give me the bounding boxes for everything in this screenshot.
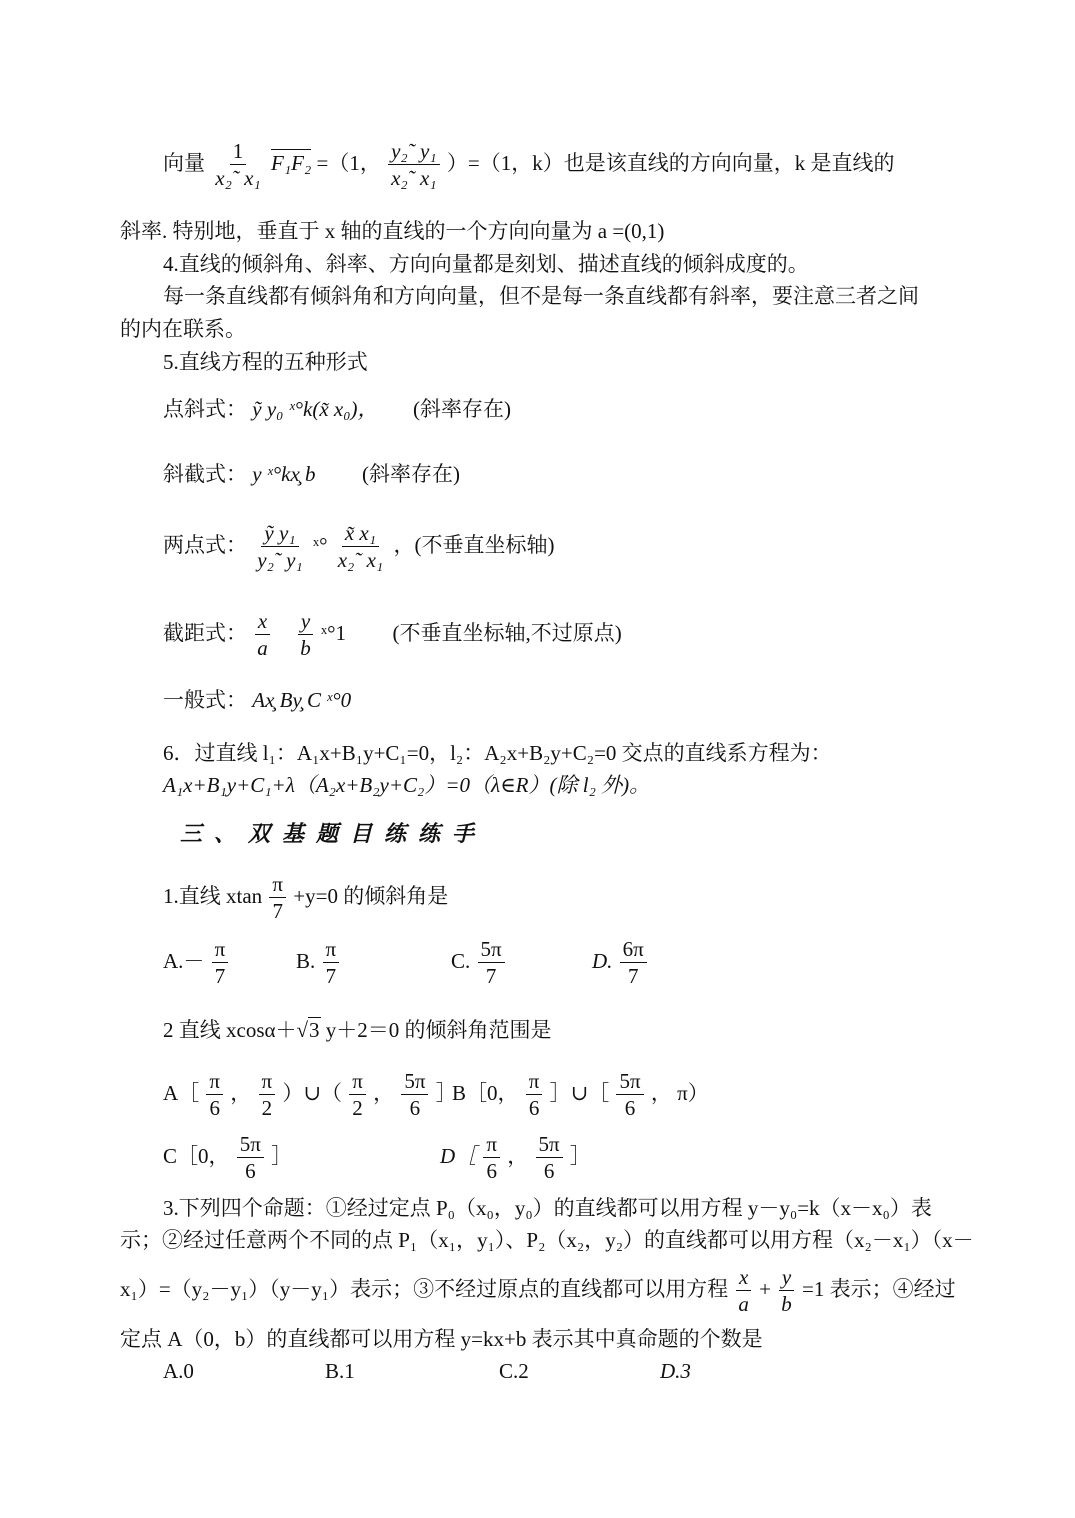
- q2-option-c[interactable]: [163, 1133, 292, 1183]
- q3-frac-y-b: [778, 1266, 795, 1316]
- q2-d-frac2-num: 5π: [536, 1133, 563, 1158]
- q2-d-sep: ，: [507, 1143, 529, 1168]
- point6-line1: 6．过直线 l₁：A₁x+B₁y+C₁=0，l₂：A₂x+B₂y+C₂=0 交点的直线系方程为：: [163, 741, 832, 765]
- q2-stem-prefix: 2 直线 xcosα＋: [163, 1018, 297, 1042]
- two-point-den2: x₂˜ x₁: [337, 548, 384, 573]
- point4-line3: 的内在联系。: [120, 317, 246, 341]
- q3-line3-plus: +: [759, 1276, 771, 1301]
- intro-prefix: 向量: [163, 150, 205, 175]
- q2-d-frac1: [483, 1133, 500, 1183]
- q3-frac-y-b-num: y: [779, 1266, 794, 1291]
- intro-frac2-den: x₂˜ x₁: [391, 166, 437, 191]
- point5-title: 5.直线方程的五种形式: [163, 350, 368, 374]
- q2-stem-suffix: y＋2＝0 的倾斜角范围是: [325, 1018, 552, 1042]
- q2-d-frac1-num: π: [483, 1133, 500, 1158]
- point4-line1: 4.直线的倾斜角、斜率、方向向量都是刻划、描述直线的倾斜成度的。: [163, 252, 809, 276]
- q2-b-frac1-num: π: [526, 1070, 543, 1095]
- q1-option-c-num: 5π: [478, 938, 505, 963]
- q3-line1: 3.下列四个命题：①经过定点 P₀（x₀，y₀）的直线都可以用方程 y－y₀=k（x－x₀）表: [163, 1196, 932, 1220]
- q2-a-mid: ）∪（: [282, 1080, 342, 1105]
- q2-a-sep1: ，: [230, 1080, 252, 1105]
- q2-a-frac3: [349, 1070, 366, 1120]
- general-expr: Ax̧ By̧ C ˣ°0: [252, 688, 352, 712]
- q1-option-d-den: 7: [627, 964, 639, 989]
- q1-stem-suffix: +y=0 的倾斜角是: [293, 883, 449, 908]
- vector-f1f2: F₁F₂: [271, 150, 312, 175]
- q2-a-frac1-num: π: [206, 1070, 223, 1095]
- q1-option-d[interactable]: [592, 938, 649, 988]
- q2-stem: 2 直线 xcosα＋√3 y＋2＝0 的倾斜角范围是: [163, 1018, 552, 1042]
- q2-a-frac2-num: π: [259, 1070, 276, 1095]
- general-label: 一般式：: [163, 688, 247, 712]
- intercept-fraction-1: [254, 610, 271, 660]
- q2-c-frac1: [237, 1133, 264, 1183]
- q2-d-frac1-den: 6: [486, 1159, 497, 1184]
- slope-intercept-expr: y ˣ°kx̧ b: [252, 462, 316, 486]
- intercept-rhs: ˣ°1: [321, 620, 346, 645]
- q2-b-frac2-num: 5π: [616, 1070, 643, 1095]
- q1-option-a-num: π: [212, 938, 229, 963]
- q1-option-a[interactable]: [163, 938, 230, 988]
- q2-b-end: ， π）: [650, 1080, 709, 1105]
- intro-fraction-1: [212, 140, 264, 190]
- intercept-num2: y: [298, 610, 313, 635]
- intro-line-2: 斜率. 特别地，垂直于 x 轴的直线的一个方向向量为 a =(0,1): [120, 219, 665, 243]
- q3-line3-suffix: =1 表示；④经过: [801, 1276, 956, 1301]
- q1-option-b-fraction: [323, 938, 340, 988]
- q1-stem: [163, 873, 448, 923]
- section-title: 三、双基题目练练手: [180, 822, 487, 847]
- q1-option-b-den: 7: [325, 964, 337, 989]
- q1-stem-fraction: [269, 873, 286, 923]
- intro-frac1-num: 1: [230, 140, 247, 165]
- q1-option-b-num: π: [323, 938, 340, 963]
- two-point-num1: ỹ y₁: [261, 522, 298, 547]
- intercept-num1: x: [255, 610, 270, 635]
- q3-line3: [120, 1266, 956, 1316]
- slope-intercept-label: 斜截式：: [163, 462, 247, 486]
- slope-intercept-form: [163, 462, 460, 486]
- q2-a-sep2: ，: [373, 1080, 395, 1105]
- q1-option-a-label: A.－: [163, 948, 205, 973]
- q2-option-d-label: D［: [440, 1143, 477, 1168]
- point4-line2: 每一条直线都有倾斜角和方向向量，但不是每一条直线都有斜率，要注意三者之间: [163, 284, 919, 308]
- q2-option-d[interactable]: [440, 1133, 591, 1183]
- q2-a-frac1-den: 6: [209, 1096, 220, 1121]
- general-form: [163, 688, 351, 712]
- q2-b-frac2: [616, 1070, 643, 1120]
- q2-option-c-label: C［0，: [163, 1143, 230, 1168]
- q1-option-c-fraction: [478, 938, 505, 988]
- q2-a-frac3-num: π: [349, 1070, 366, 1095]
- q1-stem-frac-den: 7: [272, 899, 283, 924]
- q1-stem-frac-num: π: [269, 873, 286, 898]
- two-point-den1: y₂˜ y₁: [257, 548, 303, 573]
- two-point-form: [163, 522, 554, 572]
- point-slope-label: 点斜式：: [163, 397, 247, 421]
- q2-b-frac1: [526, 1070, 543, 1120]
- q2-sqrt: 3: [309, 1018, 320, 1042]
- intro-fraction-2: [388, 140, 440, 190]
- intercept-label: 截距式：: [163, 620, 247, 645]
- q2-b-frac2-den: 6: [624, 1096, 636, 1121]
- q1-option-d-fraction: [620, 938, 647, 988]
- q2-a-frac2: [259, 1070, 276, 1120]
- q2-a-frac1: [206, 1070, 223, 1120]
- intercept-den2: b: [300, 636, 311, 661]
- point-slope-expr: ỹ y₀ ˣ°k(x̃ x₀)，: [252, 397, 379, 421]
- two-point-fraction-1: [254, 522, 306, 572]
- point6-line2: A₁x+B₁y+C₁+λ（A₂x+B₂y+C₂）=0（λ∈R）(除 l₂ 外)。: [163, 773, 651, 797]
- q2-d-end: ］: [569, 1143, 591, 1168]
- q3-line2: 示；②经过任意两个不同的点 P₁（x₁，y₁）、P₂（x₂，y₂）的直线都可以用方程（x₂－x₁）（x－: [120, 1228, 974, 1252]
- q2-a-end: ］: [435, 1080, 457, 1105]
- point-slope-note: (斜率存在): [413, 397, 512, 421]
- intercept-fraction-2: [297, 610, 314, 660]
- intercept-den1: a: [257, 636, 268, 661]
- q3-option-b[interactable]: B.1: [325, 1359, 355, 1383]
- two-point-note: ，(不垂直坐标轴): [393, 532, 555, 557]
- q2-option-a-label: A［: [163, 1080, 200, 1105]
- q1-option-a-fraction: [212, 938, 229, 988]
- q1-option-a-den: 7: [214, 964, 226, 989]
- q2-option-a[interactable]: [163, 1070, 457, 1120]
- intro-line: [163, 140, 894, 190]
- point-slope-form: [163, 397, 511, 421]
- q3-line4: 定点 A（0，b）的直线都可以用方程 y=kx+b 表示其中真命题的个数是: [120, 1327, 763, 1351]
- q2-b-frac1-den: 6: [528, 1096, 540, 1121]
- q1-option-c-label: C.: [451, 948, 471, 973]
- q2-c-frac1-den: 6: [245, 1159, 256, 1184]
- q2-b-mid: ］∪［: [549, 1080, 610, 1105]
- q3-frac-x-a: [735, 1266, 752, 1316]
- q2-c-end: ］: [271, 1143, 293, 1168]
- q3-option-d[interactable]: D.3: [660, 1359, 691, 1383]
- q1-option-c-den: 7: [485, 964, 497, 989]
- q2-d-frac2-den: 6: [543, 1159, 555, 1184]
- q2-option-b[interactable]: [452, 1070, 709, 1120]
- q2-d-frac2: [536, 1133, 563, 1183]
- intro-eq-close: ）=（1，k）也是该直线的方向向量，k 是直线的: [446, 150, 895, 175]
- intercept-note: (不垂直坐标轴,不过原点): [392, 620, 622, 645]
- q3-line3-prefix: x₁）=（y₂－y₁）（y－y₁）表示；③不经过原点的直线都可以用方程: [120, 1276, 729, 1301]
- q1-option-b[interactable]: [296, 938, 341, 988]
- q3-option-c[interactable]: C.2: [499, 1359, 529, 1383]
- q3-frac-x-a-den: a: [738, 1292, 749, 1317]
- q2-a-frac4-den: 6: [409, 1096, 421, 1121]
- intercept-form: [163, 610, 622, 660]
- intro-frac1-den: x₂˜ x₁: [215, 166, 261, 191]
- q1-option-d-num: 6π: [620, 938, 647, 963]
- q3-frac-y-b-den: b: [781, 1292, 792, 1317]
- q2-a-frac2-den: 2: [261, 1096, 273, 1121]
- two-point-mid: ˣ°: [313, 532, 328, 557]
- q2-a-frac3-den: 2: [352, 1096, 363, 1121]
- q2-c-frac1-num: 5π: [237, 1133, 264, 1158]
- q2-a-frac4: [401, 1070, 428, 1120]
- q1-option-b-label: B.: [296, 948, 316, 973]
- intro-frac2-num: y₂˜ y₁: [388, 140, 440, 165]
- q3-option-a[interactable]: A.0: [163, 1359, 194, 1383]
- two-point-label: 两点式：: [163, 532, 247, 557]
- q2-a-frac4-num: 5π: [401, 1070, 428, 1095]
- q2-option-b-label: B［0，: [452, 1080, 519, 1105]
- two-point-fraction-2: [335, 522, 387, 572]
- q1-stem-prefix: 1.直线 xtan: [163, 883, 263, 908]
- q1-option-c[interactable]: [451, 938, 507, 988]
- two-point-num2: x̃ x₁: [342, 522, 379, 547]
- q3-frac-x-a-num: x: [736, 1266, 751, 1291]
- intro-eq-open: =（1，: [316, 150, 381, 175]
- slope-intercept-note: (斜率存在): [362, 462, 461, 486]
- q1-option-d-label: D.: [592, 948, 613, 973]
